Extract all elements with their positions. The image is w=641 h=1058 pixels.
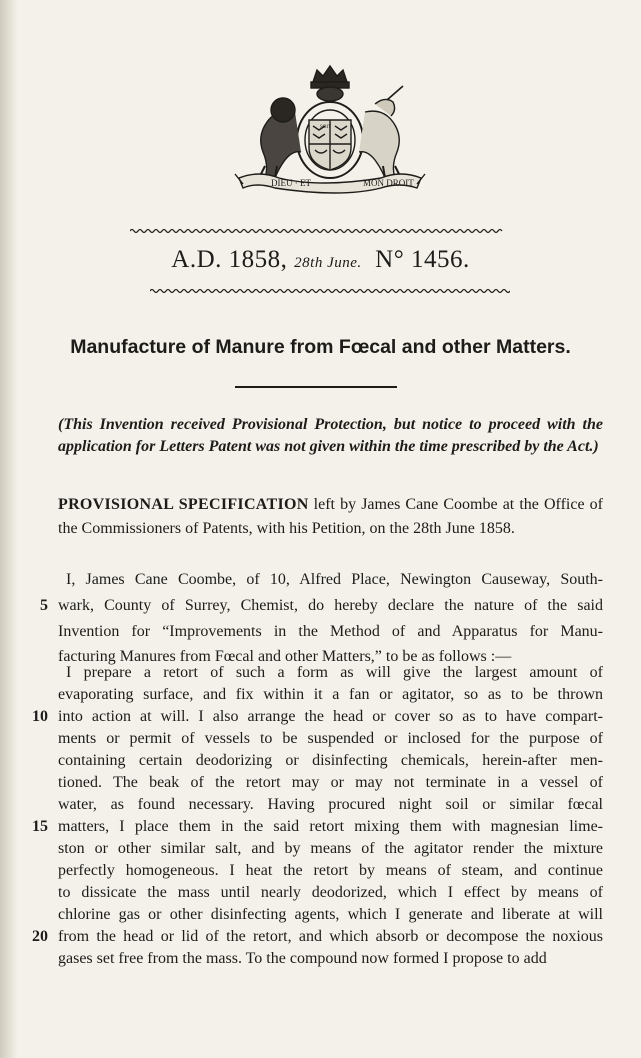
svg-text:DIEU · ET: DIEU · ET bbox=[271, 178, 311, 188]
svg-text:SOIT: SOIT bbox=[320, 125, 332, 130]
line-number-10: 10 bbox=[32, 708, 48, 725]
body-line-10: tioned. The beak of the retort may or may not terminate in a vessel of bbox=[58, 774, 603, 791]
body-line-2: wark, County of Surrey, Chemist, do hereby declare the nature of the said bbox=[58, 597, 603, 614]
body-line-16: chlorine gas or other disinfecting agents, which I generate and liberate at will bbox=[58, 906, 603, 923]
spec-heading: PROVISIONAL SPECIFICATION bbox=[58, 496, 309, 513]
body-line-3: Invention for “Improvements in the Method of and Apparatus for Manu- bbox=[58, 623, 603, 640]
body-line-13: ston or other similar salt, and by means of the agitator render the mixture bbox=[58, 840, 603, 857]
decorative-rule-top bbox=[130, 228, 510, 234]
document-title: Manufacture of Manure from Fœcal and other Matters. bbox=[70, 336, 571, 358]
svg-text:MON DROIT: MON DROIT bbox=[363, 178, 414, 188]
binding-edge-shadow bbox=[0, 0, 18, 1058]
body-line-12: matters, I place them in the said retort mixing them with magnesian lime- bbox=[58, 818, 603, 835]
royal-coat-of-arms-icon bbox=[225, 62, 435, 197]
decorative-rule-bottom bbox=[150, 288, 510, 294]
body-line-18: gases set free from the mass. To the compound now formed I propose to add bbox=[58, 950, 547, 967]
body-line-7: into action at will. I also arrange the head or cover so as to have compart- bbox=[58, 708, 603, 725]
body-line-11: water, as found necessary. Having procured night soil or similar fœcal bbox=[58, 796, 603, 813]
line-number-15: 15 bbox=[32, 818, 48, 835]
body-line-17: from the head or lid of the retort, and which absorb or decompose the noxious bbox=[58, 928, 603, 945]
provisional-specification bbox=[58, 493, 603, 541]
year: A.D. 1858, bbox=[171, 246, 288, 273]
line-number-5: 5 bbox=[40, 597, 48, 614]
body-line-9: containing certain deodorizing or disinfecting chemicals, herein-after men- bbox=[58, 752, 603, 769]
body-line-8: ments or permit of vessels to be suspended or inclosed for the purpose of bbox=[58, 730, 603, 747]
body-line-6: evaporating surface, and fix within it a fan or agitator, so as to be thrown bbox=[58, 686, 603, 703]
dateline bbox=[0, 246, 641, 274]
body-line-5: I prepare a retort of such a form as will give the largest amount of bbox=[66, 664, 603, 681]
patent-number: N° 1456. bbox=[375, 246, 470, 273]
body-line-15: to dissicate the mass until nearly deodorized, which I effect by means of bbox=[58, 884, 603, 901]
body-line-14: perfectly homogeneous. I heat the retort by means of steam, and continue bbox=[58, 862, 603, 879]
body-line-4: facturing Manures from Fœcal and other Matters,” to be as follows :— bbox=[58, 648, 512, 665]
date: 28th June. bbox=[294, 255, 362, 271]
line-number-20: 20 bbox=[32, 928, 48, 945]
provisional-note: (This Invention received Provisional Protection, but notice to proceed with the application for Letters Patent was not given within the time prescribed by the Act.) bbox=[58, 416, 603, 455]
body-line-1: I, James Cane Coombe, of 10, Alfred Place, Newington Causeway, South- bbox=[66, 571, 603, 588]
spec-text: left by James Cane Coombe at the Office of the Commissioners of Patents, with his Petition, on the 28th June 1858. bbox=[58, 496, 603, 537]
title-divider bbox=[235, 386, 397, 388]
